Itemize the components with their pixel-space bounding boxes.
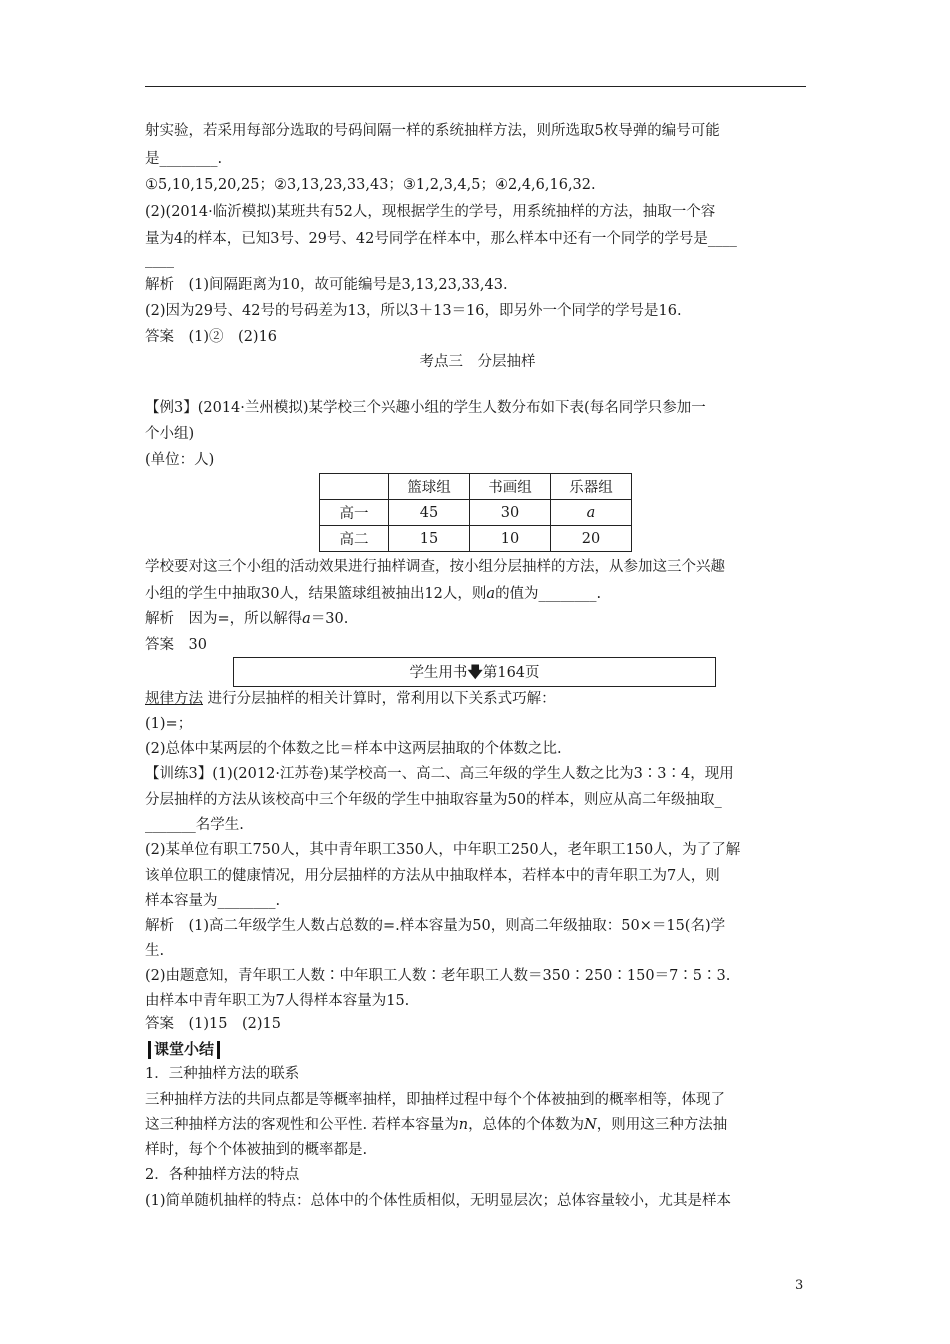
text-segment: ，则用这三种方法抽: [596, 1117, 728, 1133]
solution-line: (2)因为29号、42号的号码差为13，所以3＋13＝16，即另外一个同学的学号是16.: [145, 303, 682, 319]
exercise-line: (2)某单位有职工750人，其中青年职工350人，中年职工250人，老年职工150人，为了了解: [145, 842, 741, 858]
text-segment: ＝30.: [310, 611, 349, 627]
variable: n: [458, 1117, 469, 1133]
text-segment: 小组的学生中抽取30人，结果篮球组被抽出12人，则: [145, 586, 487, 602]
text-line: 2．各种抽样方法的特点: [145, 1167, 300, 1183]
solution-line: [145, 609, 810, 629]
text-line: ①5,10,15,20,25；②3,13,23,33,43；③1,2,3,4,5；④2,4,6,16,32.: [145, 177, 596, 193]
solution-line: 解析 (1)高二年级学生人数占总数的=.样本容量为50，则高二年级抽取：50×＝15(名)学: [145, 918, 726, 934]
bar-icon: [217, 1041, 220, 1059]
header-rule: [145, 86, 806, 87]
example-line: 个小组): [145, 426, 195, 442]
table-cell: a: [551, 500, 632, 526]
table-cell: 书画组: [470, 474, 551, 500]
table-cell: 10: [470, 526, 551, 552]
text-line: 样时，每个个体被抽到的概率都是.: [145, 1142, 368, 1158]
summary-heading: [145, 1037, 223, 1061]
variable: a: [486, 586, 496, 602]
answer-line: 答案 30: [145, 637, 207, 653]
table-row: [320, 526, 632, 552]
solution-line: 生.: [145, 943, 165, 959]
rule-label: 规律方法: [145, 691, 203, 707]
text-segment: 这三种抽样方法的客观性和公平性. 若样本容量为: [145, 1117, 459, 1133]
text-segment: 解析 因为=，所以解得: [145, 611, 303, 627]
text-segment: 进行分层抽样的相关计算时，常利用以下关系式巧解：: [207, 691, 556, 707]
bar-icon: [148, 1041, 151, 1059]
exercise-line: 样本容量为________.: [145, 893, 281, 909]
unit-label: (单位：人): [145, 452, 215, 468]
table-cell: 乐器组: [551, 474, 632, 500]
book-reference-page: 第164页: [482, 665, 540, 681]
book-reference-label: 学生用书: [409, 665, 468, 681]
section-title: 考点三 分层抽样: [419, 354, 536, 370]
text-line: (2)(2014·临沂模拟)某班共有52人，现根据学生的学号，用系统抽样的方法，抽取一个容: [145, 204, 716, 220]
variable: N: [584, 1117, 597, 1133]
arrow-down-icon: 🡇: [467, 663, 483, 681]
data-table: [319, 473, 632, 552]
text-line: 学校要对这三个小组的活动效果进行抽样调查，按小组分层抽样的方法，从参加这三个兴趣: [145, 559, 725, 575]
table-row: [320, 500, 632, 526]
text-line: (1)=；: [145, 716, 193, 732]
exercise-line: 【训练3】(1)(2012·江苏卷)某学校高一、高二、高三年级的学生人数之比为3∶3∶4，现用: [145, 766, 734, 782]
answer-line: 答案 (1)② (2)16: [145, 329, 278, 345]
text-line: [145, 689, 810, 709]
table-cell: 45: [389, 500, 470, 526]
variable: a: [302, 611, 311, 627]
text-line: [145, 584, 810, 604]
text-line: 是________.: [145, 151, 223, 167]
table-cell: 高二: [320, 526, 389, 552]
example-line: 【例3】(2014·兰州模拟)某学校三个兴趣小组的学生人数分布如下表(每名同学只参加一: [145, 400, 706, 416]
text-line: 三种抽样方法的共同点都是等概率抽样，即抽样过程中每个个体被抽到的概率相等，体现了: [145, 1092, 725, 1108]
exercise-line: 该单位职工的健康情况，用分层抽样的方法从中抽取样本，若样本中的青年职工为7人，则: [145, 868, 720, 884]
table-header-row: [320, 474, 632, 500]
table-cell: 15: [389, 526, 470, 552]
book-reference-box: [233, 657, 716, 687]
solution-line: 解析 (1)间隔距离为10，故可能编号是3,13,23,33,43.: [145, 277, 508, 293]
table-cell: 高一: [320, 500, 389, 526]
text-segment: 的值为________.: [495, 586, 602, 602]
text-line: (2)总体中某两层的个体数之比＝样本中这两层抽取的个体数之比.: [145, 741, 562, 757]
text-line: 量为4的样本，已知3号、29号、42号同学在样本中，那么样本中还有一个同学的学号是____: [145, 231, 737, 247]
answer-line: 答案 (1)15 (2)15: [145, 1016, 281, 1032]
table-cell: 篮球组: [389, 474, 470, 500]
table-cell: 20: [551, 526, 632, 552]
text-segment: ，总体的个体数为: [468, 1117, 585, 1133]
text-line: 1．三种抽样方法的联系: [145, 1066, 300, 1082]
summary-title: 课堂小结: [154, 1040, 215, 1058]
exercise-line: _______名学生.: [145, 817, 244, 833]
solution-line: (2)由题意知，青年职工人数∶中年职工人数∶老年职工人数＝350∶250∶150＝7∶5∶3.: [145, 968, 731, 984]
solution-line: 由样本中青年职工为7人得样本容量为15.: [145, 993, 410, 1009]
text-line: 射实验，若采用每部分选取的号码间隔一样的系统抽样方法，则所选取5枚导弹的编号可能: [145, 123, 720, 139]
page-number: 3: [795, 1278, 804, 1293]
table-cell: [320, 474, 389, 500]
exercise-line: 分层抽样的方法从该校高中三个年级的学生中抽取容量为50的样本，则应从高二年级抽取_: [145, 792, 722, 808]
text-line: ____: [145, 252, 174, 268]
text-line: (1)简单随机抽样的特点：总体中的个体性质相似，无明显层次；总体容量较小，尤其是样本: [145, 1193, 732, 1209]
text-line: [145, 1115, 810, 1135]
table-cell: 30: [470, 500, 551, 526]
